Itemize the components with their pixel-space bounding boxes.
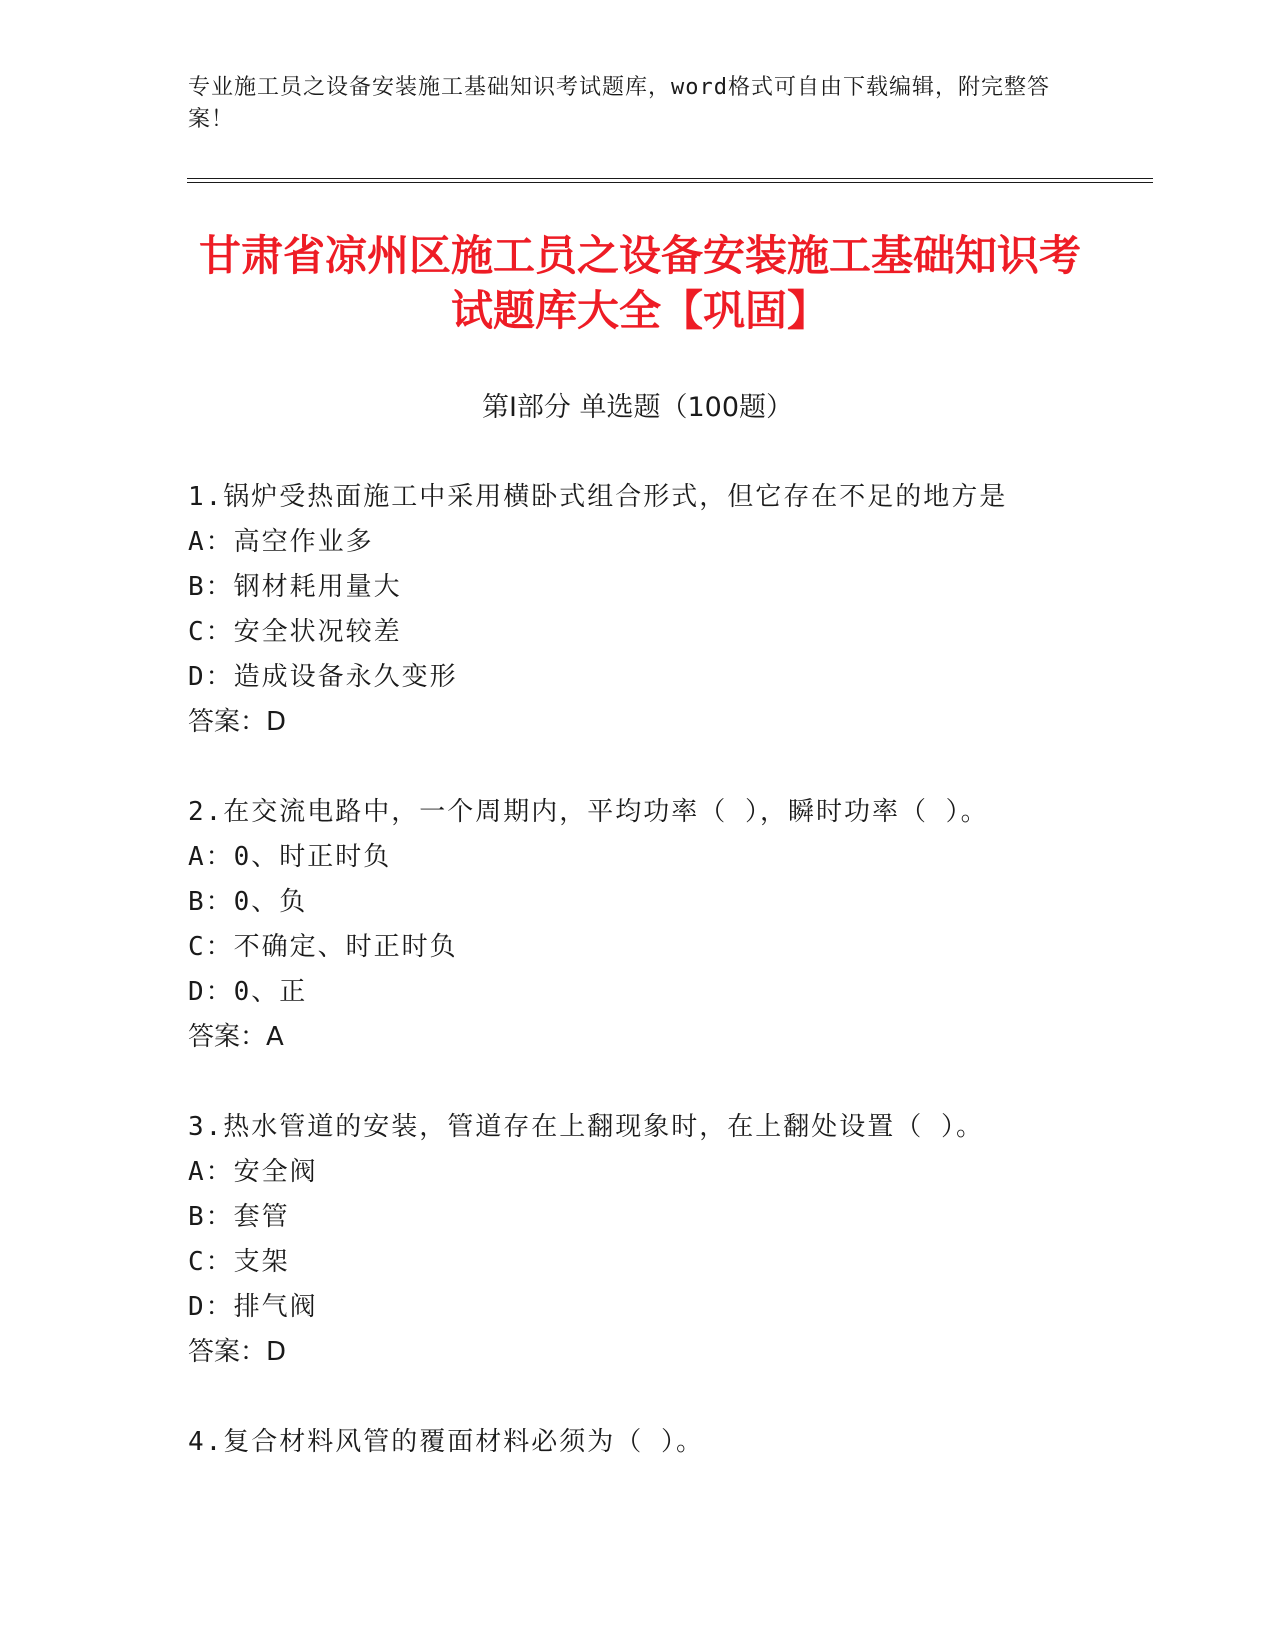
- answer-value: D: [266, 707, 287, 737]
- option-b: B：套管: [188, 1202, 290, 1232]
- question-stem: 3.热水管道的安装，管道存在上翻现象时，在上翻处设置（ ）。: [188, 1112, 984, 1142]
- question-3: [188, 1105, 1148, 1375]
- option-c: C：安全状况较差: [188, 617, 402, 647]
- answer-label: 答案：: [188, 1337, 267, 1367]
- header-rule-top: [187, 178, 1153, 179]
- option-d: D：造成设备永久变形: [188, 662, 458, 692]
- question-stem: 4.复合材料风管的覆面材料必须为（ ）。: [188, 1427, 704, 1457]
- question-stem: 1.锅炉受热面施工中采用横卧式组合形式，但它存在不足的地方是: [188, 482, 1008, 512]
- option-a: A：0、时正时负: [188, 842, 392, 872]
- section-title: 第Ⅰ部分 单选题（100题）: [481, 392, 794, 423]
- question-1: [188, 475, 1148, 745]
- question-stem: 2.在交流电路中，一个周期内，平均功率（ ），瞬时功率（ ）。: [188, 797, 989, 827]
- answer-line: [188, 1330, 1148, 1375]
- answer-value: A: [266, 1022, 284, 1052]
- answer-line: [188, 700, 1148, 745]
- option-b: B：0、负: [188, 887, 308, 917]
- question-2: [188, 790, 1148, 1060]
- option-d: D：0、正: [188, 977, 308, 1007]
- header-note: 专业施工员之设备安装施工基础知识考试题库，word格式可自由下载编辑，附完整答案！: [188, 75, 1050, 132]
- option-d: D：排气阀: [188, 1292, 318, 1322]
- answer-label: 答案：: [188, 1022, 267, 1052]
- question-4: [188, 1420, 1148, 1465]
- option-a: A：高空作业多: [188, 527, 374, 557]
- answer-label: 答案：: [188, 707, 267, 737]
- option-a: A：安全阀: [188, 1157, 318, 1187]
- option-b: B：钢材耗用量大: [188, 572, 402, 602]
- answer-value: D: [266, 1337, 287, 1367]
- document-title: 甘肃省凉州区施工员之设备安装施工基础知识考试题库大全【巩固】: [198, 231, 1081, 335]
- option-c: C：不确定、时正时负: [188, 932, 458, 962]
- question-list: [188, 475, 1148, 1510]
- option-c: C：支架: [188, 1247, 290, 1277]
- header-rule-bottom: [187, 182, 1153, 183]
- answer-line: [188, 1015, 1148, 1060]
